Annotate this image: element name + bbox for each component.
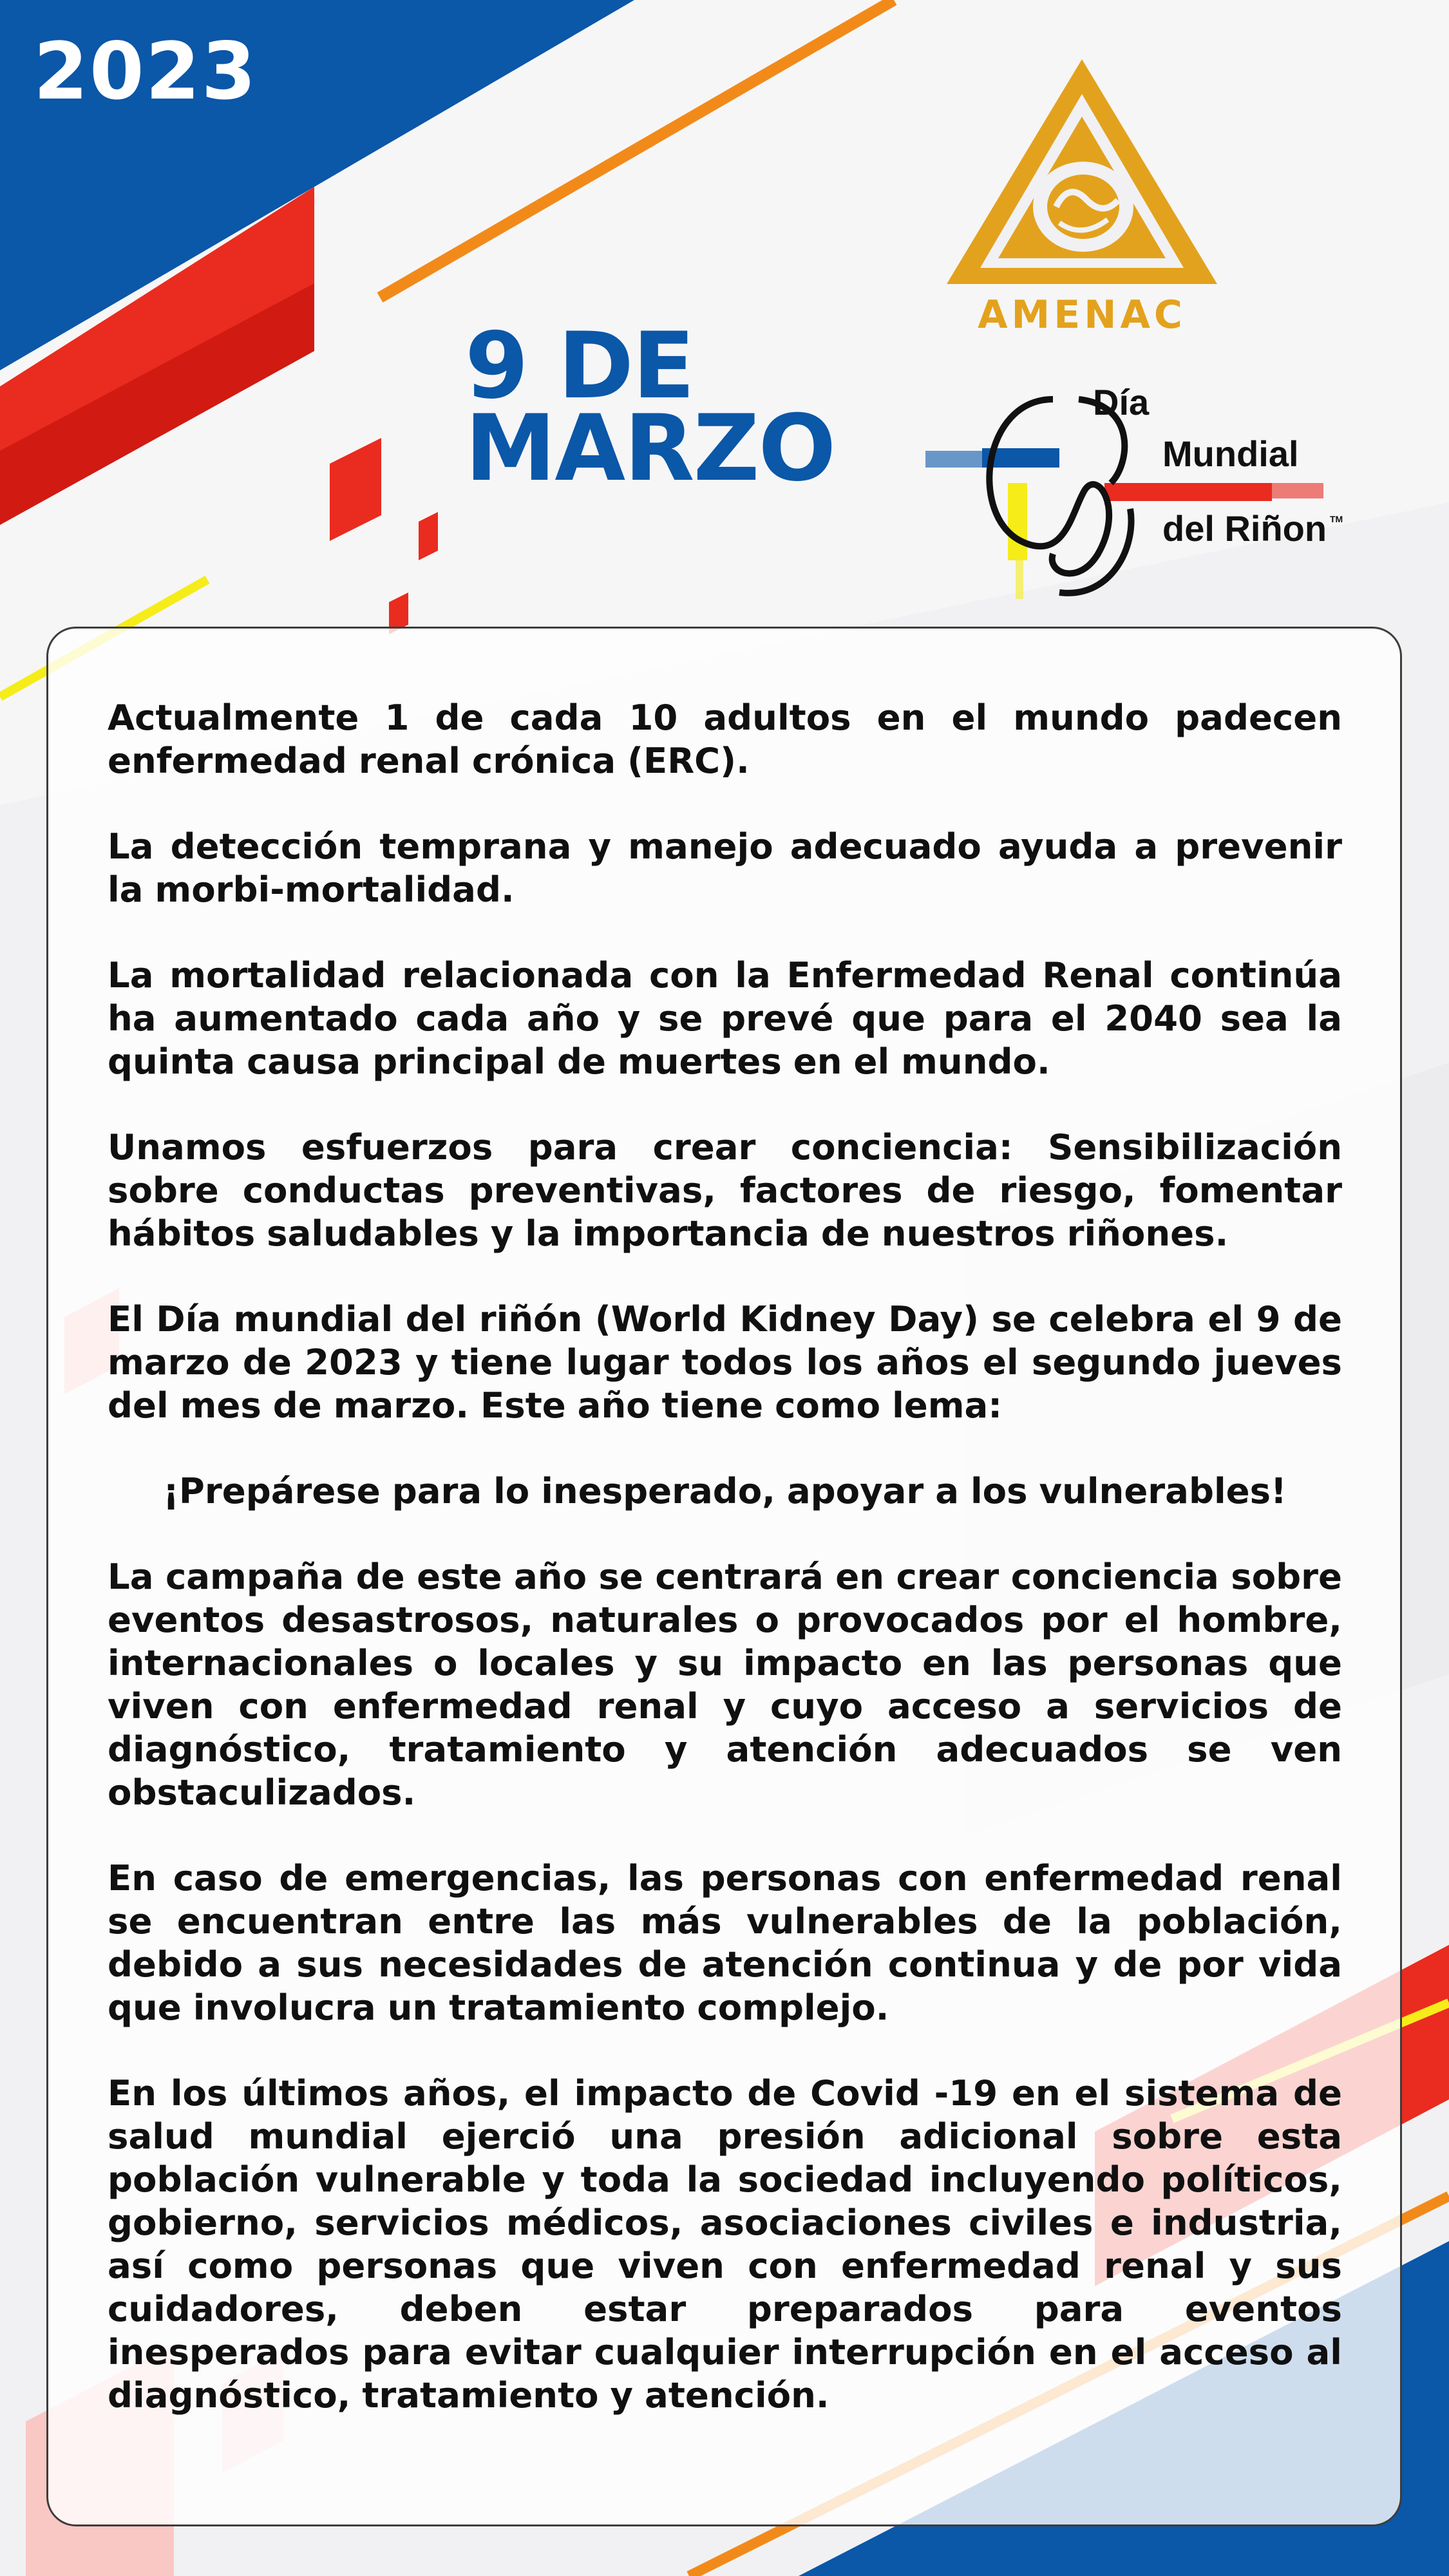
world-kidney-day-logo bbox=[918, 380, 1356, 612]
event-date-line2: MARZO bbox=[465, 395, 835, 502]
wkd-line3: del Riñon bbox=[1162, 508, 1327, 549]
amenac-logo-text: AMENAC bbox=[978, 292, 1186, 337]
paragraph-7: La campaña de este año se centrará en crear conciencia sobre eventos desastrosos, naturales o provocados por el hombre, internacionales o locales y su impacto en las personas que viven con enfermedad renal y cuyo acceso a servicios de diagnóstico, tratamiento y atención adecuados se ven obstaculizados. bbox=[108, 1556, 1342, 1813]
paragraph-1: Actualmente 1 de cada 10 adultos en el mundo padecen enfermedad renal crónica (ERC). bbox=[108, 697, 1342, 781]
trademark-mark: TM bbox=[1330, 514, 1343, 524]
paragraph-4: Unamos esfuerzos para crear conciencia: Sensibilización sobre conductas preventivas, factores de riesgo, fomentar hábitos saludables y la importancia de nuestros riñones. bbox=[108, 1126, 1342, 1254]
wkd-line2: Mundial bbox=[1162, 433, 1299, 474]
amenac-emblem-icon bbox=[934, 55, 1230, 294]
amenac-logo bbox=[934, 55, 1230, 339]
year-label: 2023 bbox=[33, 26, 258, 117]
event-date bbox=[465, 313, 835, 502]
paragraph-5: El Día mundial del riñón (World Kidney Day) se celebra el 9 de marzo de 2023 y tiene lugar todos los años el segundo jueves del mes de marzo. Este año tiene como lema: bbox=[108, 1298, 1342, 1426]
content-panel bbox=[46, 627, 1402, 2526]
paragraph-9: En los últimos años, el impacto de Covid -19 en el sistema de salud mundial ejerció una presión adicional sobre esta población vulnerable y toda la sociedad incluyendo políticos, gobierno, servicios médicos, asociaciones civiles e industria, así como personas que viven con enfermedad renal y sus cuidadores, deben estar preparados para eventos inesperados para evitar cualquier interrupción en el acceso al diagnóstico, tratamiento y atención. bbox=[108, 2072, 1342, 2416]
wkd-line1: Día bbox=[1093, 382, 1150, 422]
paragraph-8: En caso de emergencias, las personas con enfermedad renal se encuentran entre las más vulnerables de la población, debido a sus necesidades de atención continua y de por vida que involucra un tratamiento complejo. bbox=[108, 1857, 1342, 2028]
paragraph-2: La detección temprana y manejo adecuado ayuda a prevenir la morbi-mortalidad. bbox=[108, 826, 1342, 910]
event-date-line1: 9 DE bbox=[465, 313, 694, 419]
campaign-slogan: ¡Prepárese para lo inesperado, apoyar a los vulnerables! bbox=[163, 1470, 1287, 1511]
paragraph-3: La mortalidad relacionada con la Enfermedad Renal continúa ha aumentado cada año y se prevé que para el 2040 sea la quinta causa principal de muertes en el mundo. bbox=[108, 954, 1342, 1082]
